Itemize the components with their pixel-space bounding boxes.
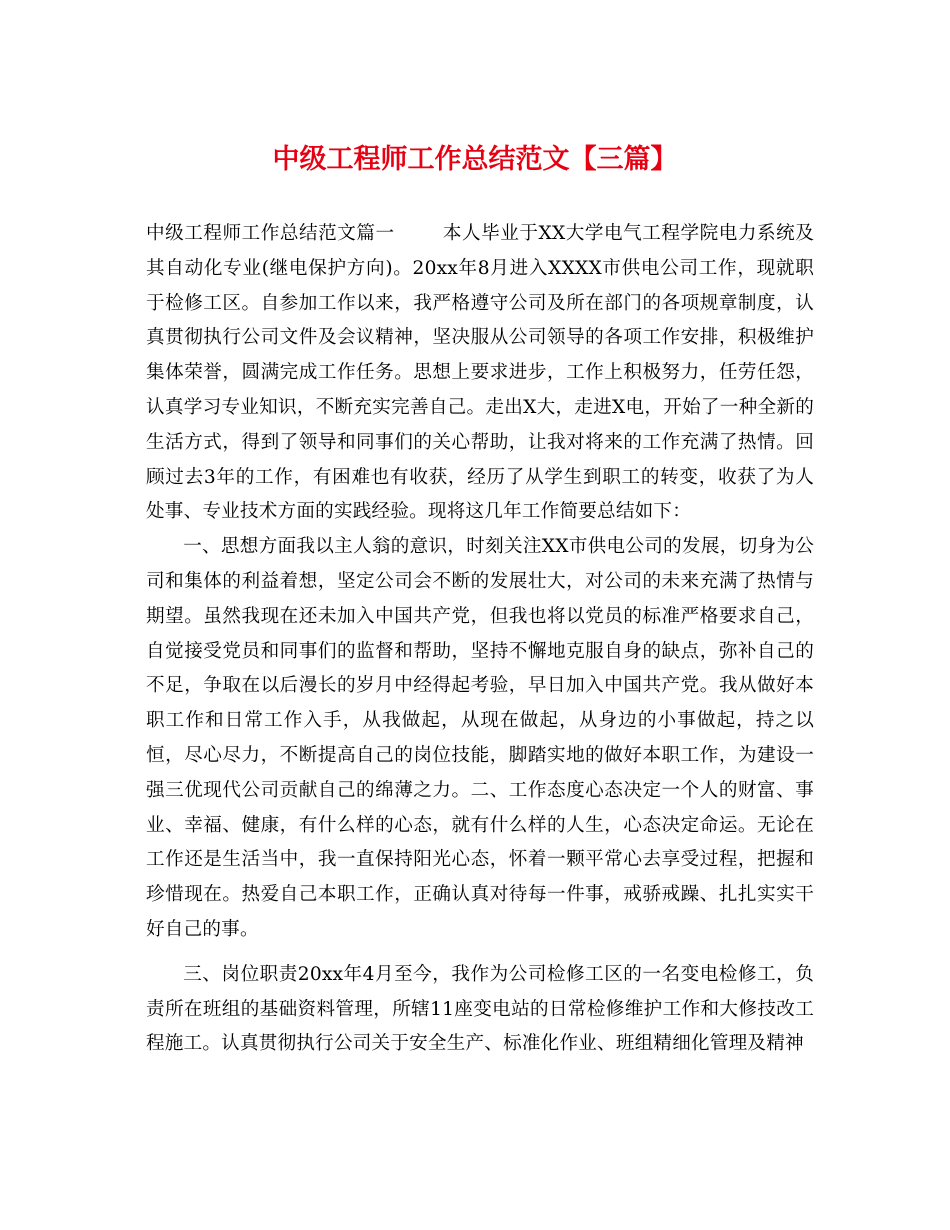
paragraph-text: 三、岗位职责20xx年4月至今，我作为公司检修工区的一名变电检修工，负责所在班组的基础资料管理，所辖11座变电站的日常检修维护工作和大修技改工程施工。认真贯彻执行公司关于安全生产、标准化作业、班组精细化管理及精神 <box>146 963 814 1055</box>
paragraph-text: 一、思想方面我以主人翁的意识，时刻关注XX市供电公司的发展，切身为公司和集体的利益着想，坚定公司会不断的发展壮大，对公司的未来充满了热情与期望。虽然我现在还未加入中国共产党，但我也将以党员的标准严格要求自己，自觉接受党员和同事们的监督和帮助，坚持不懈地克服自身的缺点，弥补自己的不足，争取在以后漫长的岁月中经得起考验，早日加入中国共产党。我从做好本职工作和日常工作入手，从我做起，从现在做起，从身边的小事做起，持之以恒，尽心尽力，不断提高自己的岗位技能，脚踏实地的做好本职工作，为建设一强三优现代公司贡献自己的绵薄之力。二、工作态度心态决定一个人的财富、事业、幸福、健康，有什么样的心态，就有什么样的人生，心态决定命运。无论在工作还是生活当中，我一直保持阳光心态，怀着一颗平常心去享受过程，把握和珍惜现在。热爱自己本职工作，正确认真对待每一件事，戒骄戒躁、扎扎实实干好自己的事。 <box>146 536 814 940</box>
document-body <box>146 217 814 1062</box>
paragraph-text: 本人毕业于XX大学电气工程学院电力系统及其自动化专业(继电保护方向)。20xx年8月进入XXXX市供电公司工作，现就职于检修工区。自参加工作以来，我严格遵守公司及所在部门的各项规章制度，认真贯彻执行公司文件及会议精神，坚决服从公司领导的各项工作安排，积极维护集体荣誉，圆满完成工作任务。思想上要求进步，工作上积极努力，任劳任怨，认真学习专业知识，不断充实完善自己。走出X大，走进X电，开始了一种全新的生活方式，得到了领导和同事们的关心帮助，让我对将来的工作充满了热情。回顾过去3年的工作，有困难也有收获，经历了从学生到职工的转变，收获了为人处事、专业技术方面的实践经验。现将这几年工作简要总结如下： <box>146 223 814 523</box>
paragraph-3 <box>146 958 814 1062</box>
paragraph-1 <box>146 217 814 530</box>
document-title: 中级工程师工作总结范文【三篇】 <box>272 144 678 175</box>
paragraph-2 <box>146 530 814 948</box>
section-lead: 中级工程师工作总结范文篇一 <box>146 223 395 244</box>
